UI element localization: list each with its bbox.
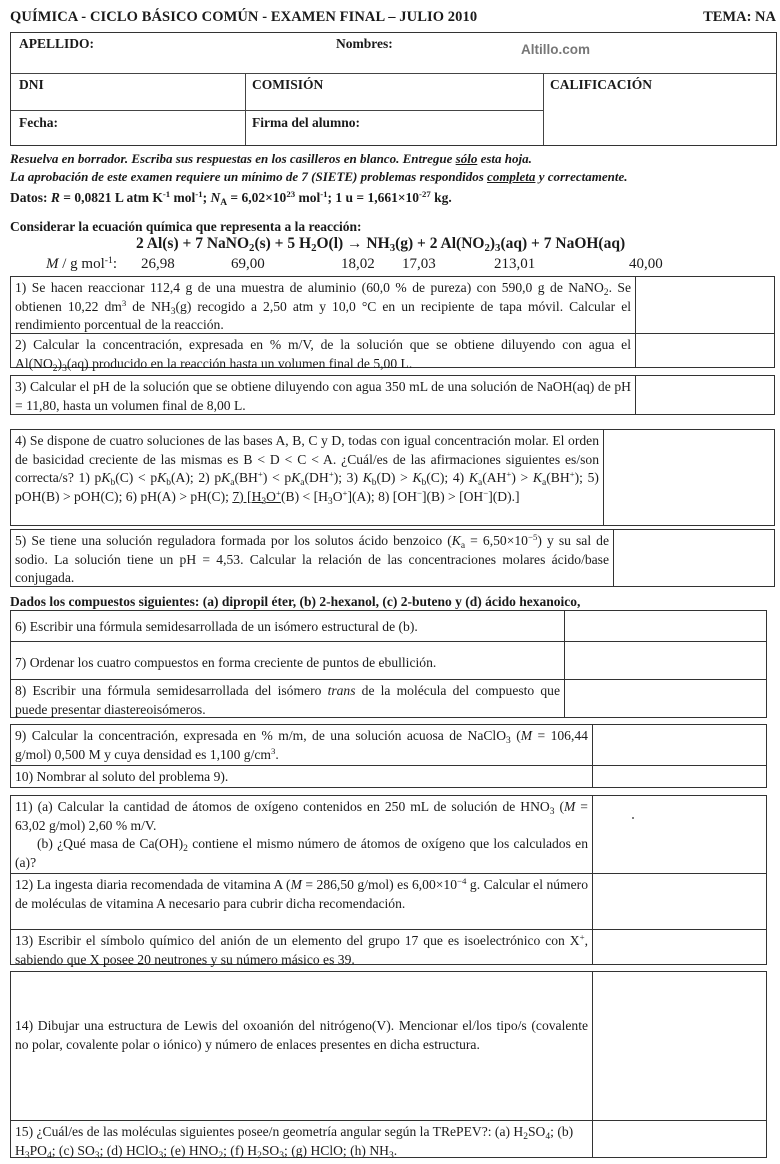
question-block-11-13	[10, 795, 767, 965]
question-block-1-2	[10, 276, 775, 374]
molar-mass-nh3: 17,03	[402, 256, 436, 272]
question-13-text: 13) Escribir el símbolo químico del anión de un elemento del grupo 17 que es isoelectrónico con X+, sabiendo que X posee 20 neutrones y su número másico es 39.	[15, 932, 588, 967]
question-block-5	[10, 529, 775, 587]
student-info-table	[10, 32, 777, 146]
answer-box-12[interactable]	[592, 874, 768, 929]
question-7-text: 7) Ordenar los cuatro compuestos en forma creciente de puntos de ebullición.	[15, 655, 437, 670]
dni-label: DNI	[19, 77, 44, 92]
question-block-14-15	[10, 971, 767, 1161]
question-block-3	[10, 375, 775, 415]
calificacion-field[interactable]	[544, 74, 776, 146]
firma-label: Firma del alumno:	[252, 115, 360, 130]
stray-mark	[632, 817, 634, 819]
question-8-text: 8) Escribir una fórmula semidesarrollada del isómero trans de la molécula del compuesto que puede presentar diastereoisómeros.	[15, 683, 560, 717]
apellido-field[interactable]	[11, 33, 331, 73]
question-5-text: 5) Se tiene una solución reguladora formada por los solutos ácido benzoico $(K_a = 6,50\times 10^{-5})$ y su sal de sodio. La solución tiene un pH = 4,53. Calcular la relación de las concentraciones molares ácido/base conjugada.	[15, 532, 609, 585]
constants-data: Datos: R = 0,0821 L atm $K^{-1}$ mol$^{-1}$; $N_A = 6,02\times 10^{23}$ mol$^{-1}$; 1 $u = 1,661\times 10^{-27}$ kg.	[10, 189, 452, 208]
question-block-6-8	[10, 610, 767, 718]
reaction-intro: Considerar la ecuación química que representa a la reacción:	[10, 219, 362, 234]
instruction-line-2: La aprobación de este examen requiere un mínimo de 7 (SIETE) problemas respondidos completa y correctamente.	[10, 169, 628, 184]
fecha-label: Fecha:	[19, 115, 58, 130]
watermark: Altillo.com	[521, 42, 591, 57]
fecha-field[interactable]	[11, 111, 245, 146]
answer-box-15[interactable]	[592, 1121, 768, 1157]
exam-version: TEMA: NA	[703, 9, 776, 25]
question-6-text: 6) Escribir una fórmula semidesarrollada de un isómero estructural de (b).	[15, 619, 418, 634]
answer-box-11[interactable]	[592, 796, 768, 873]
instruction-line-1: Resuelva en borrador. Escriba sus respuestas en los casilleros en blanco. Entregue sólo esta hoja.	[10, 151, 532, 166]
question-11a: 11) (a) Calcular la cantidad de átomos de oxígeno contenidos en 250 mL de solución de $HNO_3$ (M = 63,02 g/mol) 2,60 % m/V.	[15, 799, 588, 833]
answer-box-9[interactable]	[592, 725, 768, 765]
apellido-label: APELLIDO:	[19, 36, 95, 51]
organic-compounds-intro: Dados los compuestos siguientes: (a) dipropil éter, (b) 2-hexanol, (c) 2-buteno y (d) ácido hexanoico,	[10, 594, 581, 609]
answer-box-6[interactable]	[564, 611, 768, 641]
question-12-text: 12) La ingesta diaria recomendada de vitamina A (M = 286,50 g/mol) es $6,00\times 10^{-4}$ g. Calcular el número de moléculas de vitamina A necesario para cubrir dicha recomendación.	[15, 876, 588, 911]
molar-mass-h2o: 18,02	[341, 256, 375, 272]
answer-box-2[interactable]	[635, 334, 776, 367]
answer-box-10[interactable]	[592, 766, 768, 787]
question-11-text	[11, 796, 592, 872]
question-11b: (b) ¿Qué masa de $Ca(OH)_2$ contiene el mismo número de átomos de oxígeno que los calculados en (a)?	[15, 836, 588, 870]
answer-box-5[interactable]	[613, 530, 776, 586]
question-2-text: 2) Calcular la concentración, expresada en % m/V, de la solución que se obtiene diluyendo con agua el $Al(NO_2)_3(aq)$ producido en la reacción hasta un volumen final de 5,00 L.	[15, 337, 631, 374]
question-block-4	[10, 429, 775, 526]
molar-mass-al: 26,98	[141, 256, 175, 272]
dni-field[interactable]	[11, 74, 245, 110]
question-9-text: 9) Calcular la concentración, expresada en % m/m, de una solución acuosa de NaClO$_3$ (M = 106,44 g/mol) 0,500 M y cuya densidad es 1,100 $g/cm^3$.	[15, 728, 588, 762]
nombres-label: Nombres:	[336, 36, 393, 51]
molar-mass-naoh: 40,00	[629, 256, 663, 272]
molar-mass-al-no2-3: 213,01	[494, 256, 536, 272]
answer-box-7[interactable]	[564, 642, 768, 679]
question-14-text: 14) Dibujar una estructura de Lewis del oxoanión del nitrógeno(V). Mencionar el/los tipo/s (covalente no polar, covalente polar o iónico) y número de enlaces presentes en dicha estructura.	[15, 1018, 588, 1052]
molar-mass-nano2: 69,00	[231, 256, 265, 272]
molar-mass-label: M / g mol$^{-1}$:	[46, 255, 118, 272]
answer-box-14[interactable]	[592, 972, 768, 1120]
exam-title: QUÍMICA - CICLO BÁSICO COMÚN - EXAMEN FINAL – JULIO 2010	[10, 9, 478, 25]
chemical-equation: 2 Al(s) + 7 NaNO$_2$(s) + 5 $H_2O(l) \to NH_3(g) + 2$ $Al(NO_2)_3(aq) + 7$ NaOH(aq)	[136, 235, 626, 254]
answer-box-4[interactable]	[603, 430, 776, 525]
answer-box-3[interactable]	[635, 376, 776, 414]
firma-field[interactable]	[246, 111, 543, 146]
answer-box-13[interactable]	[592, 930, 768, 964]
calificacion-label: CALIFICACIÓN	[550, 77, 653, 92]
question-block-9-10	[10, 724, 767, 788]
question-4-text: 4) Se dispone de cuatro soluciones de las bases A, B, C y D, todas con igual concentración molar. El orden de basicidad creciente de las mismas es B < D < C < A. ¿Cuál/es de las afirmaciones siguientes es/son correcta/s? 1) $pK_b(C) < pK_b(A)$; 2) $pK_a(BH^+) < pK_a(DH^+)$; 3) $K_b(D) > K_b(C)$; 4) $K_a(AH^+) > K_a(BH^+)$; 5) pOH(B) > pOH(C); 6) pH(A) > pH(C); 7) [$H_3O^+(B) < [H_3O^+](A)$; 8) [OH−](B) > [OH−](D).]	[15, 433, 599, 507]
answer-box-8[interactable]	[564, 680, 768, 717]
question-1-text: 1) Se hacen reaccionar 112,4 g de una muestra de aluminio (60,0 % de pureza) con 590,0 g de NaNO$_2$. Se obtienen 10,22 $dm^3$ de $NH_3(g)$ recogido a 2,50 atm y 10,0 °C en un recipiente de tapa móvil. Calcular el rendimiento porcentual de la reacción.	[15, 280, 632, 332]
answer-box-1[interactable]	[635, 277, 776, 333]
comision-field[interactable]	[246, 74, 543, 110]
question-10-text: 10) Nombrar al soluto del problema 9).	[15, 769, 229, 784]
question-15-text: 15) ¿Cuál/es de las moléculas siguientes posee/n geometría angular según la TRePEV?: (a) $H_2SO_4$; (b) $H_3PO_4$; (c) $SO_3$; (d) HClO$_3$; (e) $HNO_2$; (f) $H_2SO_3$; (g) HClO; (h) $NH_3$.	[15, 1124, 574, 1161]
question-3-text: 3) Calcular el pH de la solución que se obtiene diluyendo con agua 350 mL de una solución de NaOH(aq) de pH = 11,80, hasta un volumen final de 8,00 L.	[15, 379, 631, 413]
comision-label: COMISIÓN	[252, 77, 324, 92]
